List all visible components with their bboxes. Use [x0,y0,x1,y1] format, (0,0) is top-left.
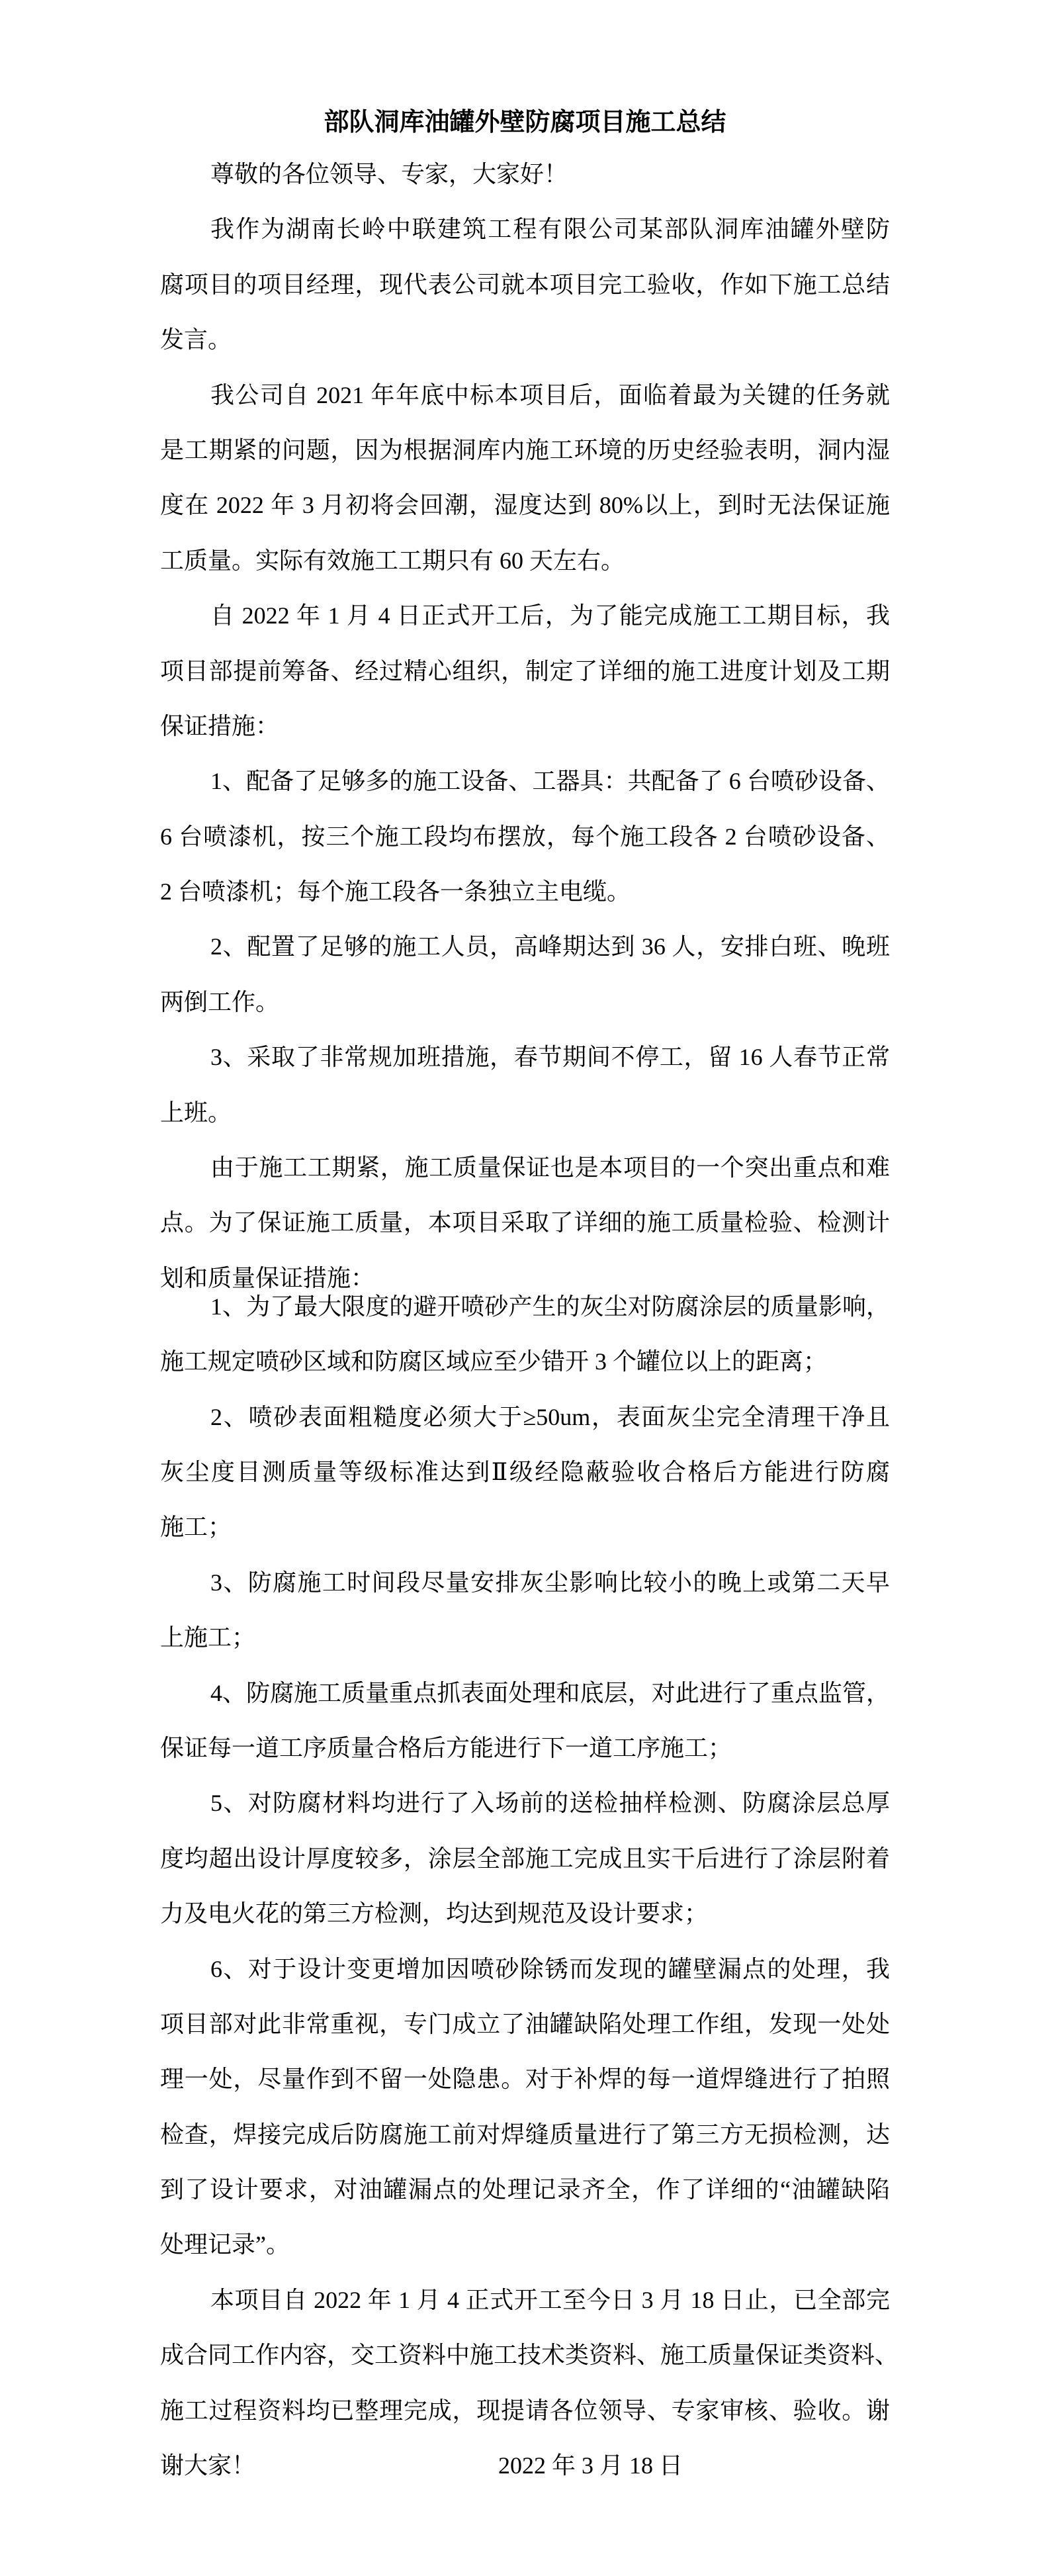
text-line: 施工过程资料均已整理完成，现提请各位领导、专家审核、验收。谢 [160,2397,890,2424]
document-text-column [160,109,899,2507]
text-line: 3、防腐施工时间段尽量安排灰尘影响比较小的晚上或第二天早 [210,1569,890,1596]
text-line: 到了设计要求，对油罐漏点的处理记录齐全，作了详细的“油罐缺陷 [160,2176,890,2203]
text-line: 检查，焊接完成后防腐施工前对焊缝质量进行了第三方无损检测，达 [160,2121,890,2148]
text-line: 理一处，尽量作到不留一处隐患。对于补焊的每一道焊缝进行了拍照 [160,2066,890,2093]
text-line: 灰尘度目测质量等级标准达到Ⅱ级经隐蔽验收合格后方能进行防腐 [160,1458,890,1485]
text-line: 成合同工作内容，交工资料中施工技术类资料、施工质量保证类资料、 [160,2342,899,2369]
text-line: 6 台喷漆机，按三个施工段均布摆放，每个施工段各 2 台喷砂设备、 [160,823,890,850]
text-line: 度在 2022 年 3 月初将会回潮，湿度达到 80%以上，到时无法保证施 [160,492,890,519]
text-line: 处理记录”。 [160,2231,290,2258]
closing-date: 2022 年 3 月 18 日 [498,2452,683,2479]
text-line: 1、配备了足够多的施工设备、工器具：共配备了 6 台喷砂设备、 [210,768,890,795]
text-line: 腐项目的项目经理，现代表公司就本项目完工验收，作如下施工总结 [160,271,890,298]
text-line: 点。为了保证施工质量，本项目采取了详细的施工质量检验、检测计 [160,1209,890,1236]
document-body [160,160,899,2452]
text-line: 3、采取了非常规加班措施，春节期间不停工，留 16 人春节正常 [210,1044,890,1071]
text-line: 2 台喷漆机；每个施工段各一条独立主电缆。 [160,878,631,905]
text-line: 我作为湖南长岭中联建筑工程有限公司某部队洞库油罐外壁防 [210,216,890,243]
closing-thanks: 谢大家！ [160,2452,256,2479]
text-line: 保证措施： [160,712,280,739]
text-line: 两倒工作。 [160,988,280,1015]
text-line: 力及电火花的第三方检测，均达到规范及设计要求； [160,1900,709,1927]
text-line: 施工规定喷砂区域和防腐区域应至少错开 3 个罐位以上的距离； [160,1348,828,1375]
text-line: 尊敬的各位领导、专家，大家好！ [210,161,568,187]
text-line: 由于施工工期紧，施工质量保证也是本项目的一个突出重点和难 [210,1154,890,1181]
text-line: 6、对于设计变更增加因喷砂除锈而发现的罐壁漏点的处理，我 [210,1955,890,1982]
document-title: 部队洞库油罐外壁防腐项目施工总结 [324,109,726,136]
text-line: 项目部对此非常重视，专门成立了油罐缺陷处理工作组，发现一处处 [160,2010,890,2037]
text-line: 1、为了最大限度的避开喷砂产生的灰尘对防腐涂层的质量影响， [210,1293,890,1320]
text-line: 工质量。实际有效施工工期只有 60 天左右。 [160,547,625,574]
text-line: 上施工； [160,1624,256,1651]
text-line: 自 2022 年 1 月 4 日正式开工后，为了能完成施工工期目标，我 [210,602,890,629]
text-line: 5、对防腐材料均进行了入场前的送检抽样检测、防腐涂层总厚 [210,1790,890,1817]
text-line: 发言。 [160,326,232,353]
text-line: 项目部提前筹备、经过精心组织，制定了详细的施工进度计划及工期 [160,657,890,684]
text-line: 度均超出设计厚度较多，涂层全部施工完成且实干后进行了涂层附着 [160,1845,890,1872]
text-line: 2、喷砂表面粗糙度必须大于≥50um，表面灰尘完全清理干净且 [210,1403,890,1430]
text-line: 划和质量保证措施： [160,1264,375,1291]
text-line: 上班。 [160,1099,232,1126]
text-line: 是工期紧的问题，因为根据洞库内施工环境的历史经验表明，洞内湿 [160,436,890,463]
text-line: 保证每一道工序质量合格后方能进行下一道工序施工； [160,1734,732,1761]
closing-line [160,2452,890,2507]
text-line: 我公司自 2021 年年底中标本项目后，面临着最为关键的任务就 [210,381,890,408]
text-line: 本项目自 2022 年 1 月 4 正式开工至今日 3 月 18 日止，已全部完 [210,2286,890,2313]
text-line: 施工； [160,1514,232,1541]
text-line: 2、配置了足够的施工人员，高峰期达到 36 人，安排白班、晚班 [210,933,890,960]
text-line: 4、防腐施工质量重点抓表面处理和底层，对此进行了重点监管， [210,1679,890,1706]
